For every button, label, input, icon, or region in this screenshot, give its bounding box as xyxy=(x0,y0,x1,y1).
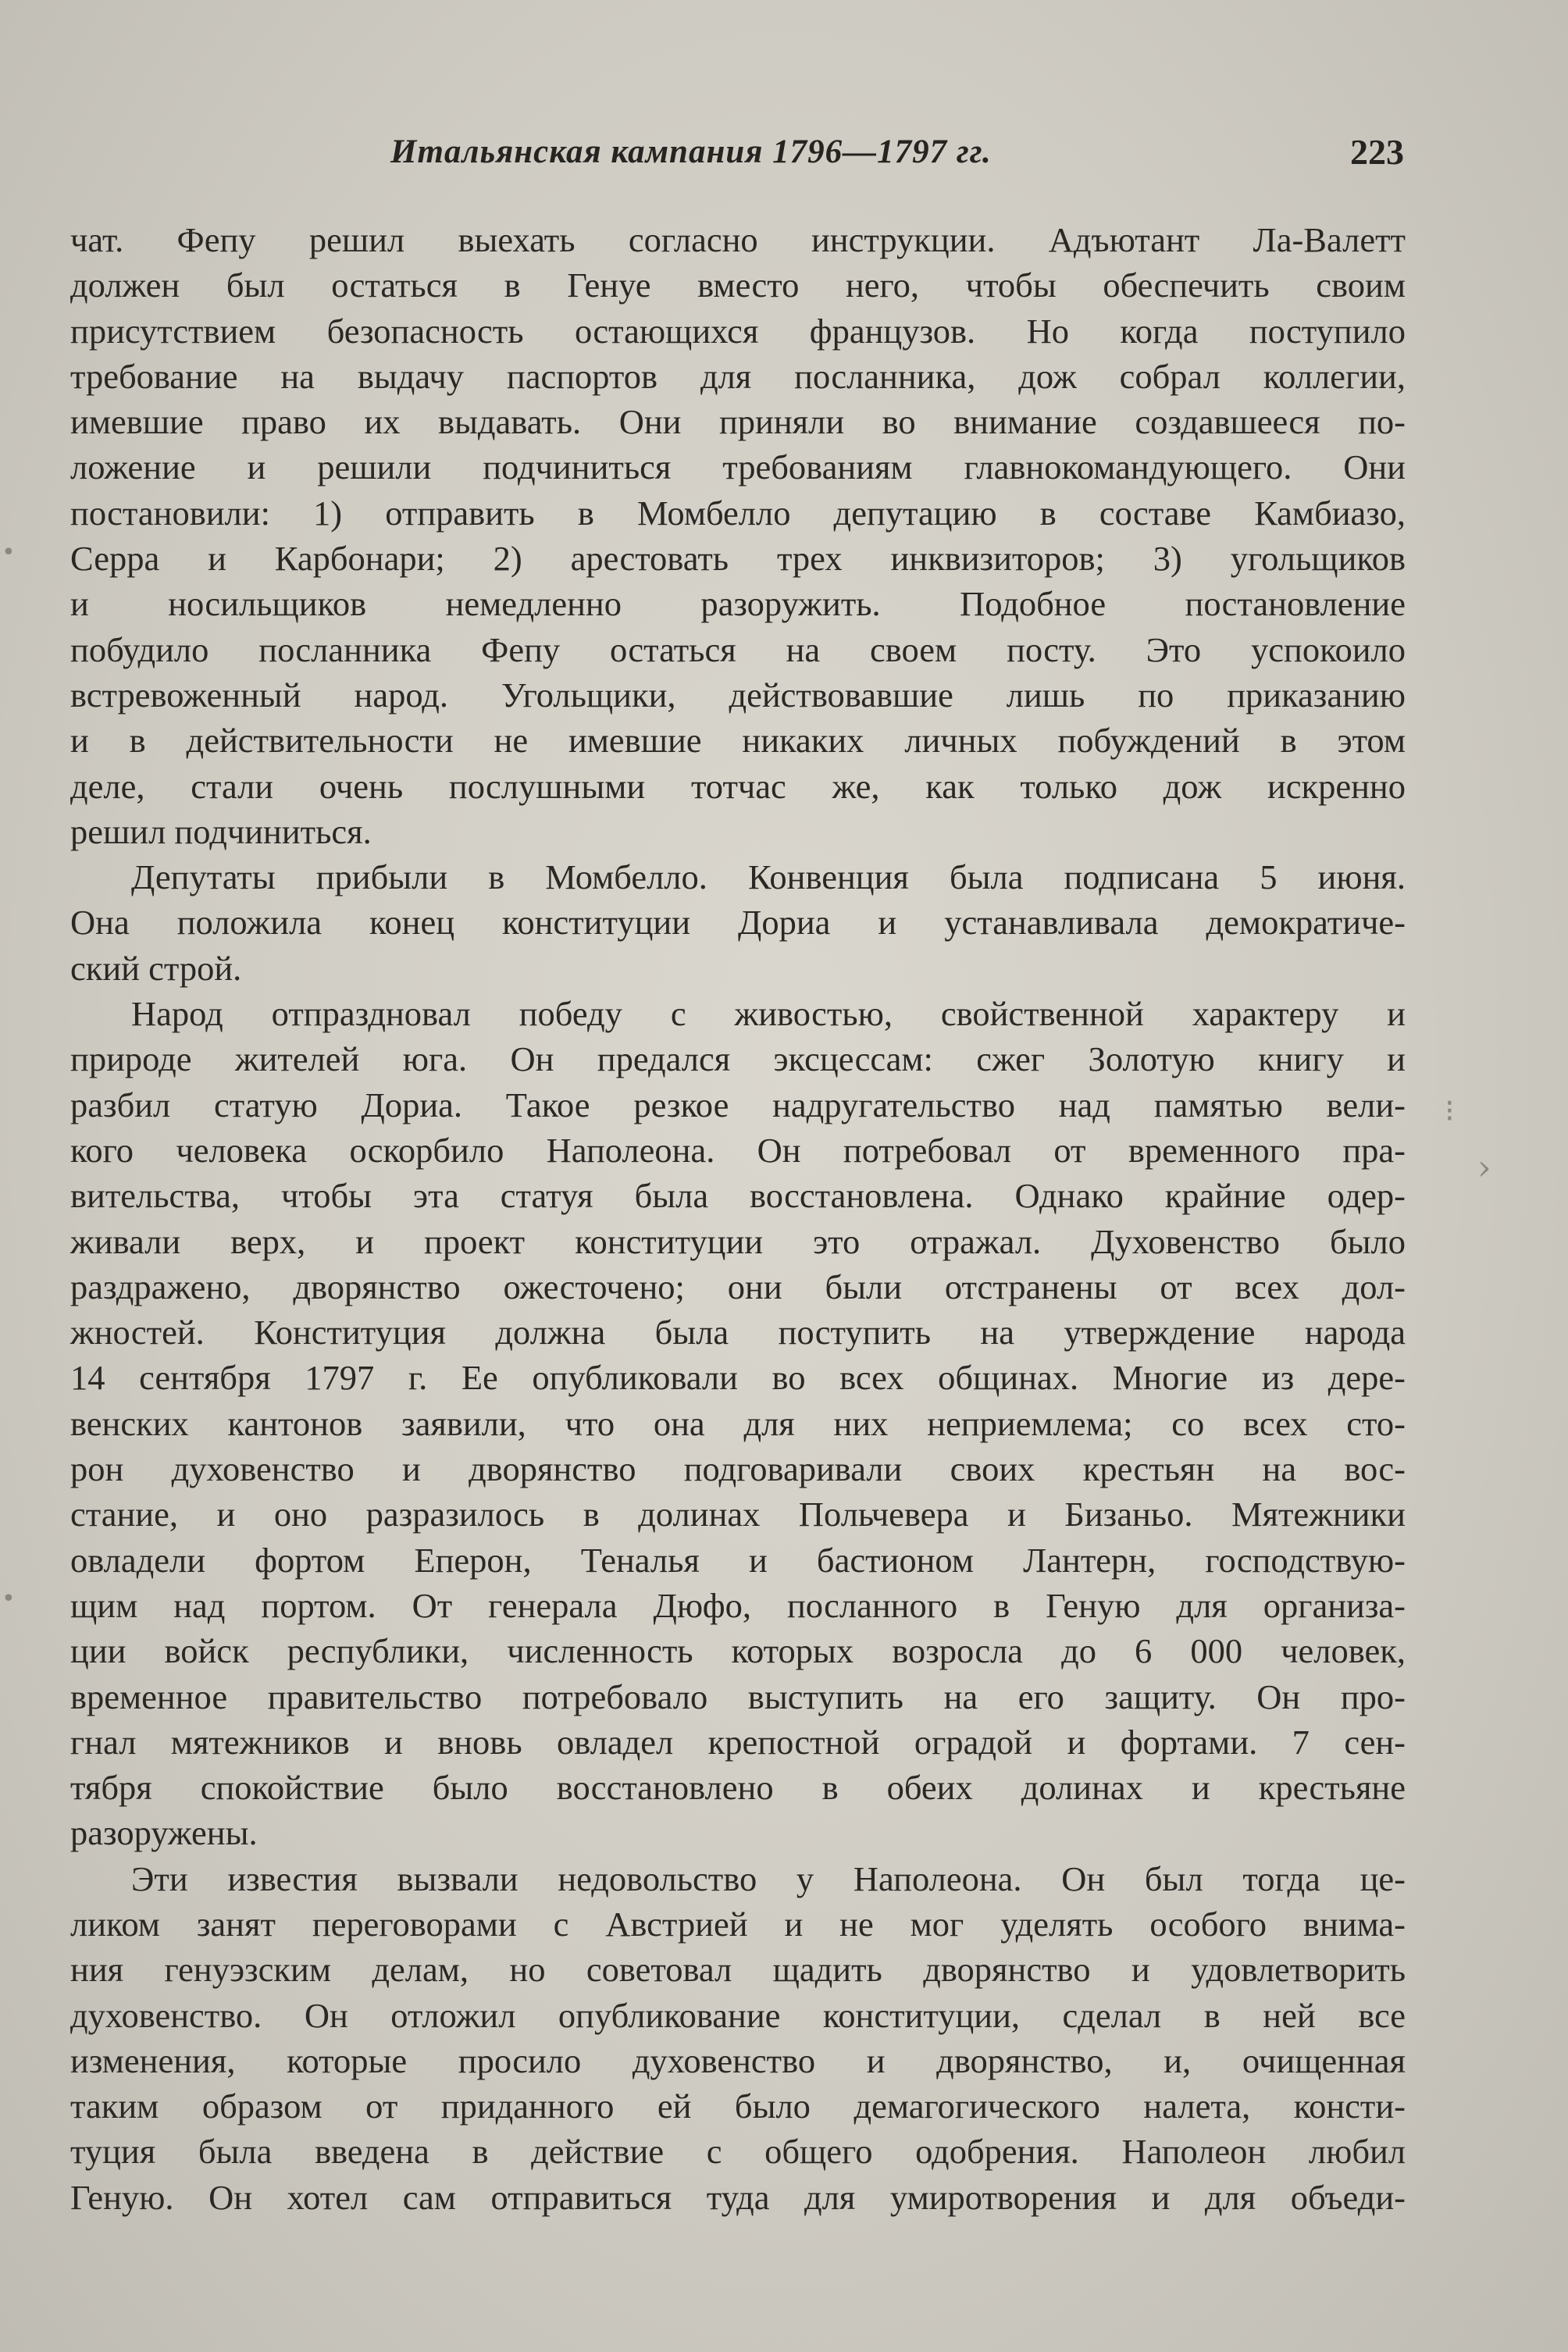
margin-mark: • xyxy=(2,1585,16,1613)
text-line: ложение и решили подчиниться требованиям главнокомандующего. Они xyxy=(70,447,1406,487)
text-line: овладели фортом Еперон, Теналья и бастионом Лантерн, господствую- xyxy=(70,1540,1406,1580)
margin-mark: › xyxy=(1477,1148,1491,1188)
text-line: и носильщиков немедленно разоружить. Подобное постановление xyxy=(70,584,1406,624)
text-line: временное правительство потребовало выступить на его защиту. Он про- xyxy=(70,1677,1406,1716)
text-line: имевшие право их выдавать. Они приняли во внимание создавшееся по- xyxy=(70,402,1406,442)
text-line: Депутаты прибыли в Момбелло. Конвенция была подписана 5 июня. xyxy=(131,857,1406,897)
text-line: жностей. Конституция должна была поступить на утверждение народа xyxy=(70,1313,1406,1352)
text-line: чат. Фепу решил выехать согласно инструкции. Адъютант Ла-Валетт xyxy=(70,220,1406,259)
text-line: Она положила конец конституции Дориа и устанавливала демократиче- xyxy=(70,903,1406,943)
body-text xyxy=(70,217,1406,2220)
text-line: разоружены. xyxy=(70,1813,258,1853)
text-line: кого человека оскорбило Наполеона. Он потребовал от временного пра- xyxy=(70,1130,1406,1170)
text-line: постановили: 1) отправить в Момбелло депутацию в составе Камбиазо, xyxy=(70,493,1406,533)
text-line: щим над портом. От генерала Дюфо, посланного в Геную для организа- xyxy=(70,1585,1406,1625)
margin-mark: • xyxy=(2,539,16,566)
text-line: таким образом от приданного ей было демагогического налета, консти- xyxy=(70,2087,1406,2126)
text-line: Геную. Он хотел сам отправиться туда для умиротворения и для объеди- xyxy=(70,2177,1406,2217)
page-header xyxy=(70,125,1404,180)
text-line: гнал мятежников и вновь овладел крепостной оградой и фортами. 7 сен- xyxy=(70,1722,1406,1762)
text-line: ликом занят переговорами с Австрией и не мог уделять особого внима- xyxy=(70,1904,1406,1944)
text-line: тября спокойствие было восстановлено в обеих долинах и крестьяне xyxy=(70,1768,1406,1808)
text-line: Серра и Карбонари; 2) арестовать трех инквизиторов; 3) угольщиков xyxy=(70,539,1406,579)
text-line: встревоженный народ. Угольщики, действовавшие лишь по приказанию xyxy=(70,675,1406,715)
text-line: ния генуэзским делам, но советовал щадить дворянство и удовлетворить xyxy=(70,1950,1406,1990)
text-line: решил подчиниться. xyxy=(70,811,372,851)
text-line: вительства, чтобы эта статуя была восстановлена. Однако крайние одер- xyxy=(70,1176,1406,1216)
text-line: ции войск республики, численность которых возросла до 6 000 человек, xyxy=(70,1631,1406,1671)
text-line: Народ отпраздновал победу с живостью, свойственной характеру и xyxy=(131,994,1406,1034)
text-line: изменения, которые просило духовенство и дворянство, и, очищенная xyxy=(70,2040,1406,2080)
text-line: присутствием безопасность остающихся французов. Но когда поступило xyxy=(70,311,1406,351)
text-line: ский строй. xyxy=(70,948,242,988)
text-line: 14 сентября 1797 г. Ее опубликовали во всех общинах. Многие из дере- xyxy=(70,1358,1406,1398)
text-line: живали верх, и проект конституции это отражал. Духовенство было xyxy=(70,1221,1406,1261)
text-line: раздражено, дворянство ожесточено; они были отстранены от всех дол- xyxy=(70,1267,1406,1306)
text-line: Эти известия вызвали недовольство у Наполеона. Он был тогда це- xyxy=(131,1858,1406,1898)
text-line: требование на выдачу паспортов для посланника, дож собрал коллегии, xyxy=(70,356,1406,396)
text-line: венских кантонов заявили, что она для них неприемлема; со всех сто- xyxy=(70,1403,1406,1443)
text-line: должен был остаться в Генуе вместо него, чтобы обеспечить своим xyxy=(70,265,1406,305)
page-number: 223 xyxy=(1350,132,1404,172)
text-line: духовенство. Он отложил опубликование конституции, сделал в ней все xyxy=(70,1995,1406,2035)
margin-mark: ⁝ xyxy=(1445,1093,1455,1129)
text-line: туция была введена в действие с общего одобрения. Наполеон любил xyxy=(70,2132,1406,2172)
text-line: природе жителей юга. Он предался эксцессам: сжег Золотую книгу и xyxy=(70,1039,1406,1079)
text-line: деле, стали очень послушными тотчас же, как только дож искренно xyxy=(70,766,1406,806)
text-line: и в действительности не имевшие никаких личных побуждений в этом xyxy=(70,721,1406,761)
text-line: побудило посланника Фепу остаться на своем посту. Это успокоило xyxy=(70,629,1406,669)
text-line: рон духовенство и дворянство подговаривали своих крестьян на вос- xyxy=(70,1449,1406,1489)
text-line: разбил статую Дориа. Такое резкое надругательство над памятью вели- xyxy=(70,1085,1406,1124)
text-line: стание, и оно разразилось в долинах Польчевера и Бизаньо. Мятежники xyxy=(70,1495,1406,1534)
running-head: Итальянская кампания 1796—1797 гг. xyxy=(390,134,992,170)
